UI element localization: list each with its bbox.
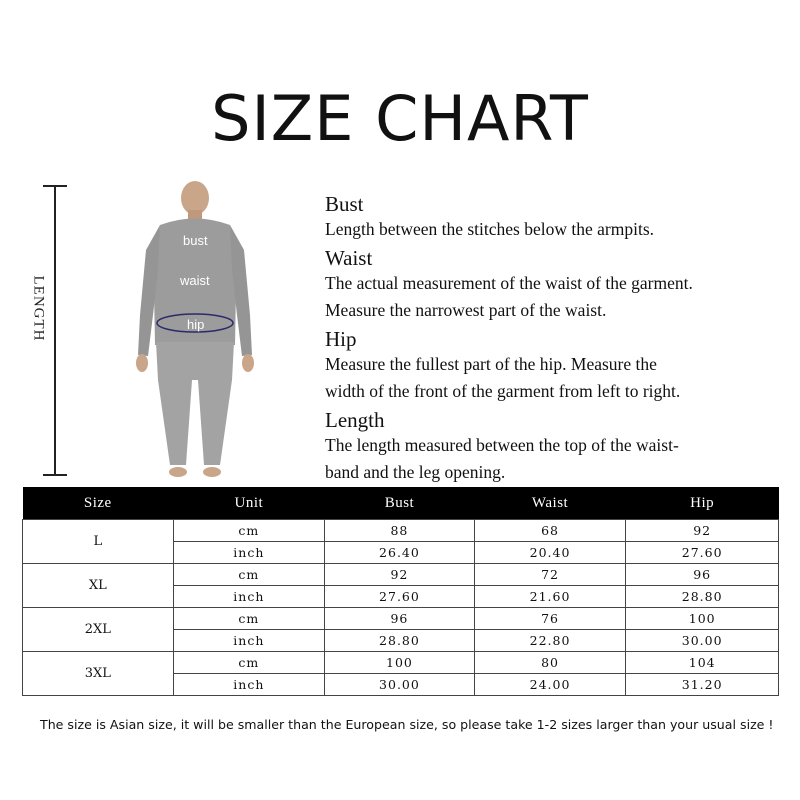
table-row — [23, 564, 779, 586]
section-line: band and the leg opening. — [325, 462, 506, 482]
table-row — [23, 652, 779, 674]
bust-cell: 26.40 — [325, 542, 475, 564]
waist-cell: 80 — [474, 652, 626, 674]
unit-cell: cm — [173, 564, 325, 586]
bust-cell: 28.80 — [325, 630, 475, 652]
unit-cell: inch — [173, 542, 325, 564]
waist-cell: 72 — [474, 564, 626, 586]
hip-cell: 104 — [626, 652, 779, 674]
waist-cell: 22.80 — [474, 630, 626, 652]
hip-cell: 100 — [626, 608, 779, 630]
bust-cell: 92 — [325, 564, 475, 586]
table-header-row — [23, 487, 779, 520]
section-line: Length between the stitches below the armpits. — [325, 219, 655, 239]
section-line: Measure the narrowest part of the waist. — [325, 300, 607, 320]
figure-label-bust: bust — [183, 233, 208, 248]
section-waist — [325, 246, 795, 324]
table-row — [23, 608, 779, 630]
header-bust: Bust — [325, 487, 475, 520]
unit-cell: cm — [173, 608, 325, 630]
unit-cell: cm — [173, 652, 325, 674]
size-note: The size is Asian size, it will be smaller than the European size, so please take 1-2 sizes larger than your usual size ! — [40, 717, 774, 732]
header-waist: Waist — [474, 487, 626, 520]
unit-cell: inch — [173, 674, 325, 696]
waist-cell: 76 — [474, 608, 626, 630]
unit-cell: cm — [173, 520, 325, 542]
size-cell: 2XL — [23, 608, 174, 652]
hip-cell: 28.80 — [626, 586, 779, 608]
section-heading: Bust — [325, 192, 364, 216]
header-hip: Hip — [626, 487, 779, 520]
bust-cell: 100 — [325, 652, 475, 674]
table-row — [23, 520, 779, 542]
section-line: The length measured between the top of the waist- — [325, 435, 679, 455]
waist-cell: 21.60 — [474, 586, 626, 608]
model-figure — [120, 180, 270, 480]
section-heading: Length — [325, 408, 385, 432]
section-length — [325, 408, 795, 486]
hip-cell: 31.20 — [626, 674, 779, 696]
unit-cell: inch — [173, 630, 325, 652]
length-bottom-cap — [43, 474, 67, 476]
section-line: width of the front of the garment from left to right. — [325, 381, 681, 401]
page-title: SIZE CHART — [211, 82, 589, 155]
size-cell: 3XL — [23, 652, 174, 696]
section-line: The actual measurement of the waist of the garment. — [325, 273, 693, 293]
figure-label-waist: waist — [180, 273, 210, 288]
bust-cell: 30.00 — [325, 674, 475, 696]
bust-cell: 96 — [325, 608, 475, 630]
section-bust — [325, 192, 795, 243]
bust-cell: 27.60 — [325, 586, 475, 608]
size-table — [22, 487, 779, 696]
section-line: Measure the fullest part of the hip. Measure the — [325, 354, 657, 374]
header-unit: Unit — [173, 487, 325, 520]
hip-cell: 92 — [626, 520, 779, 542]
waist-cell: 68 — [474, 520, 626, 542]
hip-cell: 96 — [626, 564, 779, 586]
waist-cell: 20.40 — [474, 542, 626, 564]
section-hip — [325, 327, 795, 405]
bust-cell: 88 — [325, 520, 475, 542]
section-heading: Hip — [325, 327, 357, 351]
hip-cell: 30.00 — [626, 630, 779, 652]
waist-cell: 24.00 — [474, 674, 626, 696]
length-line — [54, 186, 56, 475]
header-size: Size — [23, 487, 174, 520]
unit-cell: inch — [173, 586, 325, 608]
size-cell: XL — [23, 564, 174, 608]
length-label: LENGTH — [30, 275, 47, 342]
hip-cell: 27.60 — [626, 542, 779, 564]
figure-label-hip: hip — [187, 317, 205, 332]
size-cell: L — [23, 520, 174, 564]
section-heading: Waist — [325, 246, 373, 270]
